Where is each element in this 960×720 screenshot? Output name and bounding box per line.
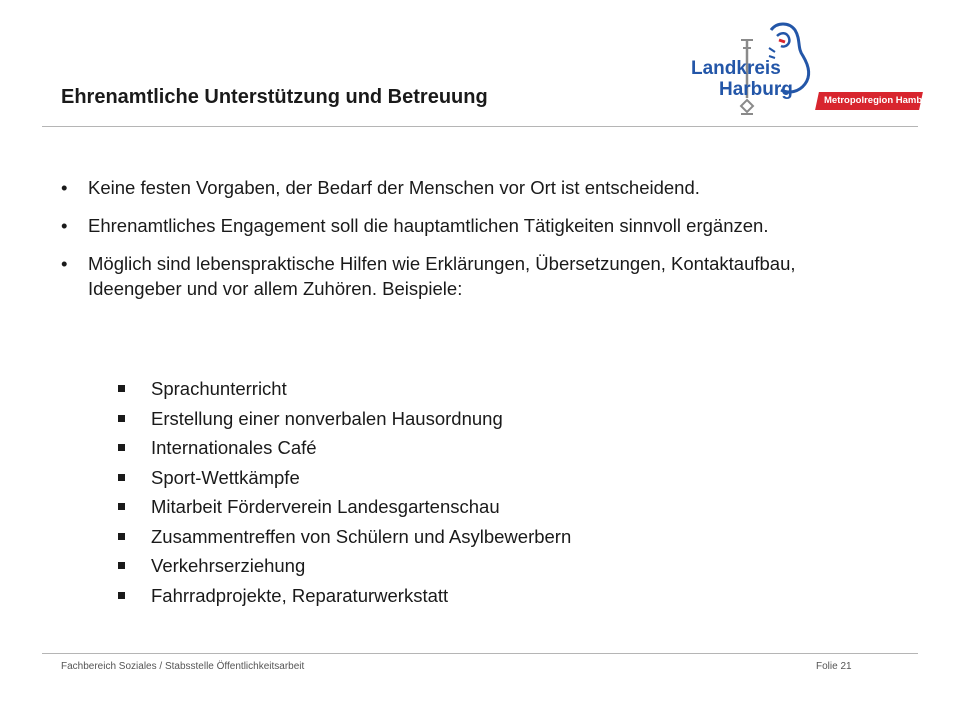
bullet-dot: • <box>61 253 68 274</box>
metropolregion-label: Metropolregion Hamburg <box>824 95 938 106</box>
logo-line1: Landkreis <box>691 58 781 79</box>
example-item <box>116 551 571 581</box>
bullet-text: Ehrenamtliches Engagement soll die hauptamtlichen Tätigkeiten sinnvoll ergänzen. <box>88 215 769 236</box>
title-divider <box>42 126 918 127</box>
footer-department: Fachbereich Soziales / Stabsstelle Öffentlichkeitsarbeit <box>61 661 305 672</box>
main-bullet-list <box>61 175 881 314</box>
example-item <box>116 522 571 552</box>
examples-list <box>116 374 571 610</box>
bullet-dot: • <box>61 177 68 198</box>
example-text: Verkehrserziehung <box>151 555 306 576</box>
example-text: Mitarbeit Förderverein Landesgartenschau <box>151 496 500 517</box>
square-bullet-icon <box>118 533 125 540</box>
square-bullet-icon <box>118 503 125 510</box>
footer-slide-number: Folie 21 <box>816 661 852 672</box>
bullet-text: Möglich sind lebenspraktische Hilfen wie Erklärungen, Übersetzungen, Kontaktaufbau, Ideengeber und vor allem Zuhören. Beispiele: <box>88 253 796 299</box>
bullet-dot: • <box>61 215 68 236</box>
square-bullet-icon <box>118 592 125 599</box>
square-bullet-icon <box>118 415 125 422</box>
example-item <box>116 404 571 434</box>
example-item <box>116 581 571 611</box>
bullet-text: Keine festen Vorgaben, der Bedarf der Menschen vor Ort ist entscheidend. <box>88 177 700 198</box>
example-text: Internationales Café <box>151 437 317 458</box>
example-text: Fahrradprojekte, Reparaturwerkstatt <box>151 584 449 606</box>
example-text: Sprachunterricht <box>151 378 287 399</box>
slide-title: Ehrenamtliche Unterstützung und Betreuung <box>61 86 488 108</box>
square-bullet-icon <box>118 444 125 451</box>
footer-divider <box>42 653 918 654</box>
example-item <box>116 374 571 404</box>
bullet-item <box>61 175 881 200</box>
example-item <box>116 463 571 493</box>
example-item <box>116 433 571 463</box>
landkreis-harburg-logo <box>685 18 938 128</box>
square-bullet-icon <box>118 562 125 569</box>
square-bullet-icon <box>118 474 125 481</box>
example-item <box>116 492 571 522</box>
square-bullet-icon <box>118 385 125 392</box>
example-text: Sport-Wettkämpfe <box>151 466 300 488</box>
example-text: Zusammentreffen von Schülern und Asylbewerbern <box>151 525 572 547</box>
bullet-item <box>61 251 881 301</box>
bullet-item <box>61 213 881 238</box>
example-text: Erstellung einer nonverbalen Hausordnung <box>151 407 503 429</box>
logo-line2: Harburg <box>719 79 793 100</box>
